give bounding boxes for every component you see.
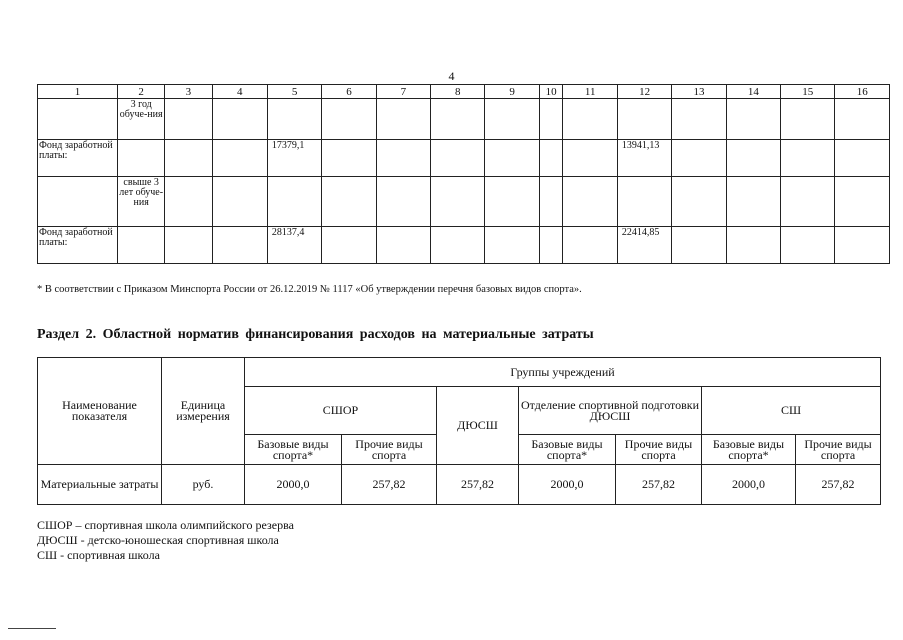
column-number: 5 xyxy=(267,85,321,99)
table-row xyxy=(38,140,890,177)
value-cell: 257,82 xyxy=(616,465,702,505)
group-sshor-header: СШОР xyxy=(245,387,437,435)
page-edge-mark xyxy=(8,628,56,629)
staff-salary-table xyxy=(37,84,890,264)
page-number: 4 xyxy=(448,69,455,83)
value-cell: 28137,4 xyxy=(267,227,321,264)
basic-sports-header: Базовые виды спорта* xyxy=(702,435,796,465)
other-sports-header: Прочие виды спорта xyxy=(796,435,881,465)
basic-sports-header: Базовые виды спорта* xyxy=(519,435,616,465)
abbreviation-list xyxy=(37,518,294,563)
column-number: 10 xyxy=(539,85,563,99)
column-number: 2 xyxy=(118,85,165,99)
column-number: 12 xyxy=(617,85,671,99)
column-number: 4 xyxy=(212,85,267,99)
row-label-cell: Фонд заработной платы: xyxy=(38,227,118,264)
institution-groups-header: Группы учреждений xyxy=(245,358,881,387)
table-header-row xyxy=(38,85,890,99)
other-sports-header: Прочие виды спорта xyxy=(616,435,702,465)
section-title: Раздел 2. Областной норматив финансирования расходов на материальные затраты xyxy=(37,327,594,342)
table-row xyxy=(38,227,890,264)
footnote: * В соответствии с Приказом Минспорта России от 26.12.2019 № 1117 «Об утверждении перечня базовых видов спорта». xyxy=(37,284,582,295)
other-sports-header: Прочие виды спорта xyxy=(342,435,437,465)
value-cell: 2000,0 xyxy=(702,465,796,505)
group-otdelenie-header: Отделение спортивной подготовки ДЮСШ xyxy=(519,387,702,435)
column-number: 7 xyxy=(376,85,430,99)
value-cell: 2000,0 xyxy=(245,465,342,505)
value-cell: 17379,1 xyxy=(267,140,321,177)
column-number: 3 xyxy=(165,85,212,99)
table-row xyxy=(38,99,890,140)
table-cell xyxy=(38,99,118,140)
column-number: 16 xyxy=(835,85,890,99)
value-cell: 257,82 xyxy=(342,465,437,505)
value-cell: 257,82 xyxy=(437,465,519,505)
column-number: 8 xyxy=(431,85,485,99)
value-cell: 257,82 xyxy=(796,465,881,505)
table-row xyxy=(38,177,890,227)
column-number: 1 xyxy=(38,85,118,99)
column-number: 14 xyxy=(726,85,780,99)
column-number: 6 xyxy=(322,85,376,99)
basic-sports-header: Базовые виды спорта* xyxy=(245,435,342,465)
abbreviation-item: ДЮСШ - детско-юношеская спортивная школа xyxy=(37,533,279,547)
row-name-cell: Материальные затраты xyxy=(38,465,162,505)
table-row xyxy=(38,465,881,505)
column-number: 15 xyxy=(781,85,835,99)
table-cell xyxy=(38,177,118,227)
column-number: 11 xyxy=(563,85,617,99)
group-dyussh-header: ДЮСШ xyxy=(437,387,519,465)
abbreviation-item: СШ - спортивная школа xyxy=(37,548,160,562)
row-label-cell: Фонд заработной платы: xyxy=(38,140,118,177)
row-unit-cell: руб. xyxy=(162,465,245,505)
column-number: 9 xyxy=(485,85,539,99)
group-ssh-header: СШ xyxy=(702,387,881,435)
training-period-cell: свыше 3 лет обуче-ния xyxy=(118,177,165,227)
value-cell: 2000,0 xyxy=(519,465,616,505)
unit-header: Единица измерения xyxy=(162,358,245,465)
material-costs-table xyxy=(37,357,881,505)
value-cell: 13941,13 xyxy=(617,140,671,177)
training-period-cell: 3 год обуче-ния xyxy=(118,99,165,140)
column-number: 13 xyxy=(672,85,726,99)
value-cell: 22414,85 xyxy=(617,227,671,264)
indicator-name-header: Наименование показателя xyxy=(38,358,162,465)
abbreviation-item: СШОР – спортивная школа олимпийского резерва xyxy=(37,518,294,532)
